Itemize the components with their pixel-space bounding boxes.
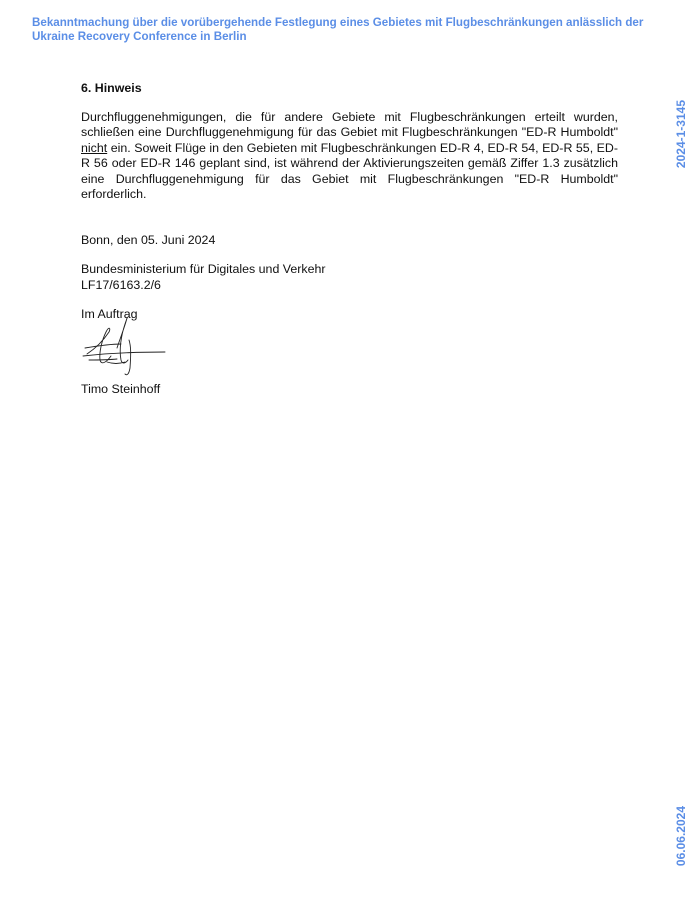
notice-text-end: ein. Soweit Flüge in den Gebieten mit Flugbeschränkungen ED-R 4, ED-R 54, ED-R 55, ED-R 56 oder ED-R 146 geplant sind, ist während der Aktivierungszeiten gemäß Ziffer 1.3 zusätzlich eine Durchfluggenehmigung für das Gebiet mit Flugbeschränkungen "ED-R Humboldt" erforderlich. bbox=[81, 140, 618, 201]
notice-text-start: Durchfluggenehmigungen, die für andere Gebiete mit Flugbeschränkungen erteilt wurden, schließen eine Durchfluggenehmigung für das Gebiet mit Flugbeschränkungen "ED-R Humboldt" bbox=[81, 109, 618, 139]
publication-date: 06.06.2024 bbox=[674, 806, 688, 867]
date-margin bbox=[674, 806, 688, 876]
ministry-name: Bundesministerium für Digitales und Verkehr bbox=[81, 262, 326, 276]
place-date: Bonn, den 05. Juni 2024 bbox=[81, 232, 216, 247]
document-title: Bekanntmachung über die vorübergehende Festlegung eines Gebietes mit Flugbeschränkungen anlässlich der Ukraine Recovery Conference in Berlin bbox=[32, 16, 644, 43]
document-id: 2024-1-3145 bbox=[674, 100, 688, 169]
document-id-margin bbox=[674, 100, 688, 172]
section-heading: 6. Hinweis bbox=[81, 81, 142, 95]
handwritten-signature bbox=[81, 316, 171, 380]
notice-paragraph bbox=[81, 110, 618, 203]
reference-number: LF17/6163.2/6 bbox=[81, 277, 161, 292]
main-content bbox=[81, 81, 618, 323]
notice-emphasis: nicht bbox=[81, 140, 108, 155]
signer-name: Timo Steinhoff bbox=[81, 382, 161, 396]
on-behalf-line: Im Auftrag bbox=[81, 307, 138, 321]
